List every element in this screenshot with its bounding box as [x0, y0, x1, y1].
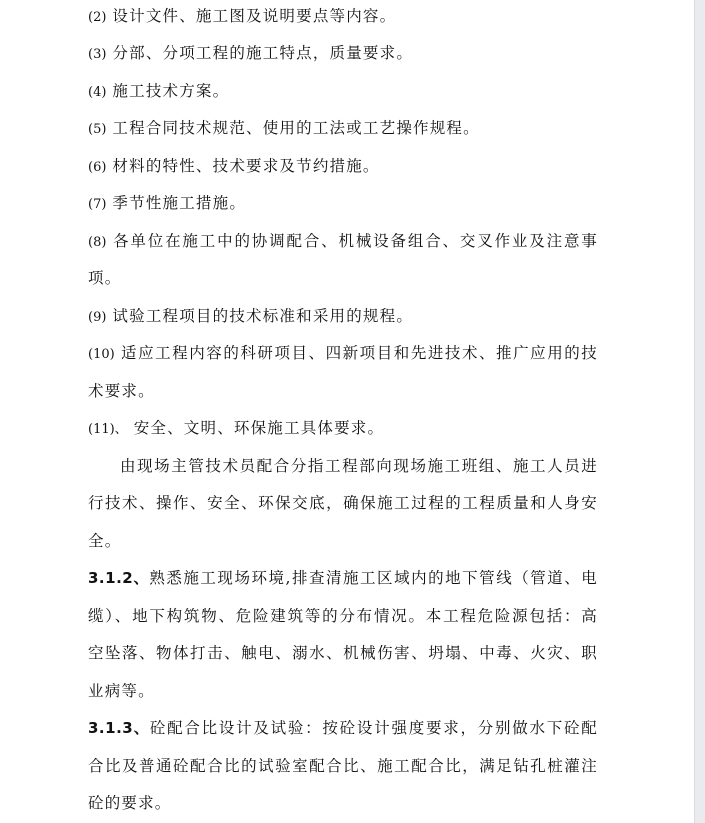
window-gutter: [694, 0, 705, 823]
section-heading-3-1-3: 3.1.3、砼配合比设计及试验：按砼设计强度要求，分别做水下砼配: [88, 719, 598, 737]
list-item: [88, 418, 598, 440]
list-item-continuation: [88, 381, 598, 401]
item-text: 施工技术方案。: [112, 82, 230, 100]
item-number: (10): [88, 347, 115, 362]
list-item: [88, 306, 598, 328]
section-number: 3.1.3、: [88, 719, 150, 737]
list-item: [88, 81, 598, 103]
list-item-continuation: [88, 268, 598, 288]
item-number: (11)、: [88, 422, 128, 437]
item-number: (2): [88, 10, 107, 25]
list-item: [88, 193, 598, 215]
paragraph-line: 空坠落、物体打击、触电、溺水、机械伤害、坍塌、中毒、火灾、职: [88, 644, 598, 662]
item-text: 季节性施工措施。: [112, 194, 247, 212]
item-text: 各单位在施工中的协调配合、机械设备组合、交叉作业及注意事: [112, 232, 598, 250]
item-text: 项。: [88, 269, 122, 287]
item-number: (6): [88, 160, 107, 175]
paragraph-line: 缆）、地下构筑物、危险建筑等的分布情况。本工程危险源包括：高: [88, 607, 598, 625]
item-number: (8): [88, 235, 107, 250]
list-item: [88, 6, 598, 28]
item-text: 试验工程项目的技术标准和采用的规程。: [112, 307, 414, 325]
item-text: 适应工程内容的科研项目、四新项目和先进技术、推广应用的技: [120, 344, 598, 362]
item-number: (4): [88, 85, 107, 100]
item-text: 术要求。: [88, 382, 155, 400]
item-number: (5): [88, 122, 107, 137]
item-text: 设计文件、施工图及说明要点等内容。: [112, 7, 397, 25]
section-number: 3.1.2、: [88, 569, 150, 587]
list-item: [88, 343, 598, 365]
list-item: [88, 156, 598, 178]
list-item: [88, 118, 598, 140]
item-number: (9): [88, 310, 107, 325]
paragraph-line: 全。: [88, 532, 122, 550]
item-text: 工程合同技术规范、使用的工法或工艺操作规程。: [112, 119, 480, 137]
paragraph-line: 业病等。: [88, 682, 155, 700]
paragraph-line: 合比及普通砼配合比的试验室配合比、施工配合比，满足钻孔桩灌注: [88, 757, 598, 775]
paragraph-line: 砼的要求。: [88, 794, 172, 812]
item-text: 安全、文明、环保施工具体要求。: [133, 419, 385, 437]
item-text: 材料的特性、技术要求及节约措施。: [112, 157, 380, 175]
item-number: (3): [88, 47, 107, 62]
list-item: [88, 231, 598, 253]
paragraph-line: 行技术、操作、安全、环保交底，确保施工过程的工程质量和人身安: [88, 494, 598, 512]
list-item: [88, 43, 598, 65]
paragraph-line: 由现场主管技术员配合分指工程部向现场施工班组、施工人员进: [120, 457, 598, 475]
item-number: (7): [88, 197, 107, 212]
section-heading-3-1-2: 3.1.2、熟悉施工现场环境,排查清施工区域内的地下管线（管道、电: [88, 569, 598, 587]
item-text: 分部、分项工程的施工特点，质量要求。: [112, 44, 414, 62]
